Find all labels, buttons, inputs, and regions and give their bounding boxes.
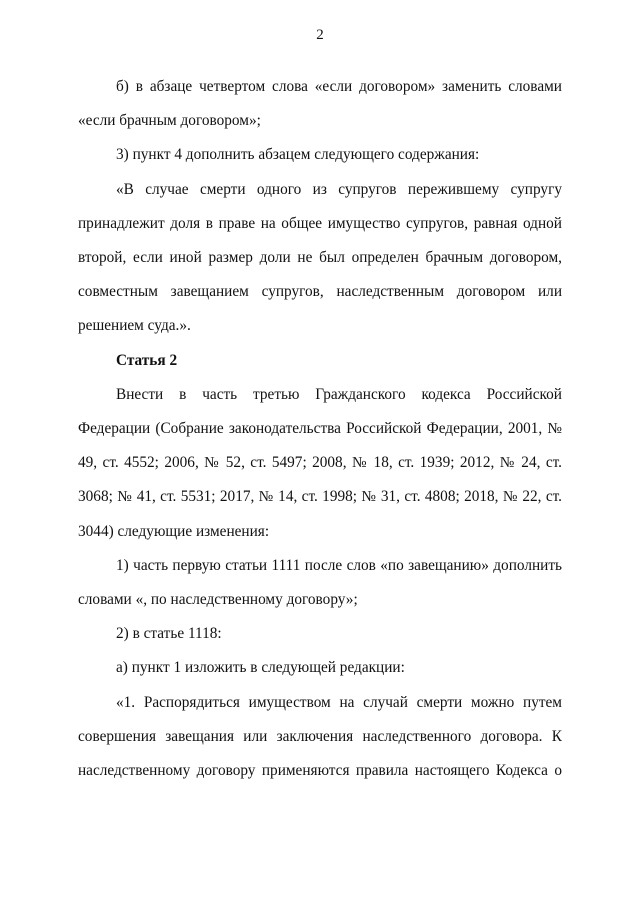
paragraph-civil-code-intro: Внести в часть третью Гражданского кодекса Российской Федерации (Собрание законодательства Российской Федерации, 2001, № 49, ст. 4552; 2006, № 52, ст. 5497; 2008, № 18, ст. 1939; 2012, № 24, ст. 3068; № 41, ст. 5531; 2017, № 14, ст. 1998; № 31, ст. 4808; 2018, № 22, ст. 3044) следующие изменения: — [78, 385, 562, 540]
article-heading: Статья 2 — [116, 351, 178, 369]
paragraph-item-a: а) пункт 1 изложить в следующей редакции: — [116, 659, 405, 677]
paragraph-item-2: 2) в статье 1118: — [116, 625, 222, 643]
paragraph-amend-b: б) в абзаце четвертом слова «если договором» заменить словами «если брачным договором»; — [78, 78, 562, 130]
page-number: 2 — [316, 27, 324, 43]
paragraph-item-1: 1) часть первую статьи 1111 после слов «по завещанию» дополнить словами «, по наследственному договору»; — [78, 556, 562, 609]
paragraph-item-3: 3) пункт 4 дополнить абзацем следующего содержания: — [116, 146, 480, 164]
paragraph-quoted-spouse-share: «В случае смерти одного из супругов пережившему супругу принадлежит доля в праве на общее имущество супругов, равная одной второй, если иной размер доли не был определен брачным договором, совместным завещанием супругов, наследственным договором или решением суда.». — [78, 180, 562, 335]
paragraph-quoted-article-1118: «1. Распорядиться имуществом на случай смерти можно путем совершения завещания или заключения наследственного договора. К наследственному договору применяются правила настоящего Кодекса о — [78, 693, 562, 780]
document-body — [78, 70, 562, 788]
